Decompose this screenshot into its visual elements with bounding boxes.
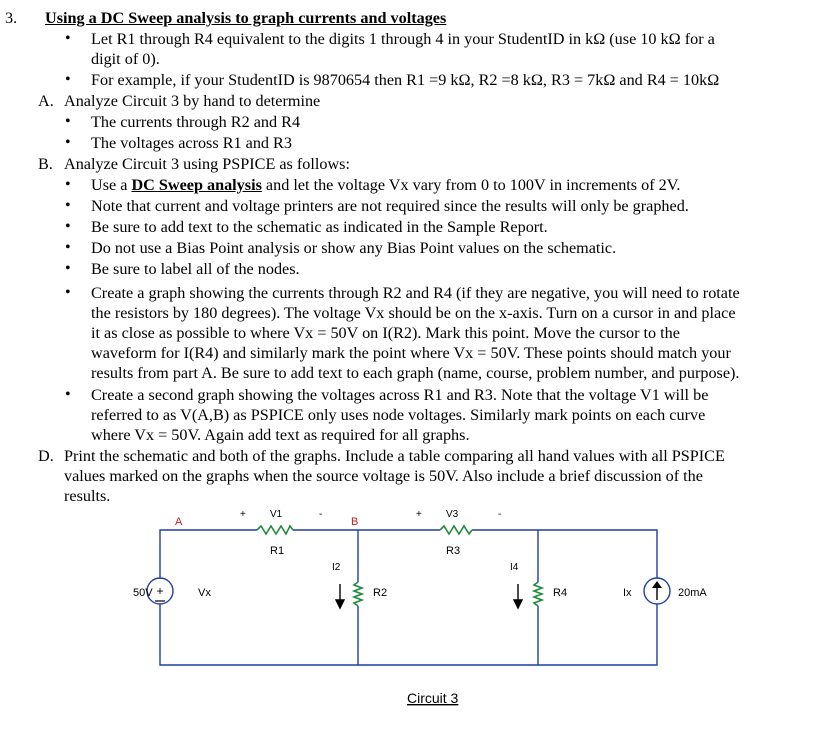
i2-arrow-head bbox=[336, 600, 344, 608]
graph2-line: where Vx = 50V. Again add text as required for all graphs. bbox=[91, 426, 470, 444]
bullet-dot: • bbox=[65, 260, 71, 277]
section-b-bullet-1: Use a DC Sweep analysis and let the voltage Vx vary from 0 to 100V in increments of 2V. bbox=[91, 176, 681, 194]
r1-resistor bbox=[257, 526, 293, 534]
bullet-dot: • bbox=[65, 176, 71, 193]
bullet-dot: • bbox=[65, 113, 71, 130]
dc-sweep-term: DC Sweep analysis bbox=[131, 176, 262, 194]
node-a-label: A bbox=[175, 516, 183, 528]
node-b-label: B bbox=[351, 516, 359, 528]
graph1-line: the resistors by 180 degrees). The voltage Vx should be on the x-axis. Turn on a cursor in and place bbox=[91, 304, 736, 322]
source-plus-sign: + bbox=[156, 584, 164, 598]
section-a-bullet-2: The voltages across R1 and R3 bbox=[91, 134, 292, 152]
bullet-dot: • bbox=[65, 134, 71, 151]
intro-bullet-2: For example, if your StudentID is 9870654 then R1 =9 kΩ, R2 =8 kΩ, R3 = 7kΩ and R4 = 10kΩ bbox=[91, 71, 720, 89]
i2-label: I2 bbox=[332, 562, 341, 573]
v3-label: V3 bbox=[446, 509, 459, 520]
graph2-line: referred to as V(A,B) as PSPICE only uses node voltages. Similarly mark points on each curve bbox=[91, 406, 706, 424]
problem-number: 3. bbox=[5, 9, 18, 27]
section-d-line: Print the schematic and both of the graphs. Include a table comparing all hand values with all PSPICE bbox=[64, 447, 725, 465]
graph1-line: results from part A. Be sure to add text to each graph (name, course, problem number, and purpose). bbox=[91, 364, 740, 382]
r3-resistor bbox=[440, 526, 472, 534]
section-d-line: results. bbox=[64, 487, 111, 505]
section-d-label: D. bbox=[38, 447, 54, 465]
section-a-bullet-1: The currents through R2 and R4 bbox=[91, 113, 301, 131]
section-b-bullet-3: Be sure to add text to the schematic as indicated in the Sample Report. bbox=[91, 218, 548, 236]
section-b-bullet-5: Be sure to label all of the nodes. bbox=[91, 260, 300, 278]
wire-top-right bbox=[472, 530, 657, 578]
r4-resistor bbox=[534, 582, 542, 606]
intro-bullet-1-cont: digit of 0). bbox=[91, 50, 160, 68]
v3-minus: - bbox=[498, 509, 502, 520]
v1-label: V1 bbox=[270, 509, 283, 520]
section-b-text: Analyze Circuit 3 using PSPICE as follows: bbox=[64, 155, 350, 173]
wire-top-left bbox=[160, 530, 257, 578]
section-d-line: values marked on the graphs when the source voltage is 50V. Also include a brief discussion of the bbox=[64, 467, 703, 485]
r2-label: R2 bbox=[373, 587, 388, 599]
current-source-value: 20mA bbox=[678, 587, 707, 599]
section-a-text: Analyze Circuit 3 by hand to determine bbox=[64, 92, 321, 110]
bullet-dot: • bbox=[65, 71, 71, 88]
wire-bottom bbox=[160, 604, 657, 665]
i4-arrow-head bbox=[514, 600, 522, 608]
bullet-dot: • bbox=[65, 218, 71, 235]
circuit-3-schematic bbox=[120, 500, 720, 710]
section-b-bullet-4: Do not use a Bias Point analysis or show any Bias Point values on the schematic. bbox=[91, 239, 617, 257]
intro-bullet-1: Let R1 through R4 equivalent to the digits 1 through 4 in your StudentID in kΩ (use 10 kΩ for a bbox=[91, 30, 715, 48]
current-source bbox=[644, 578, 670, 604]
bullet-dot: • bbox=[65, 284, 71, 301]
r1-label: R1 bbox=[270, 545, 285, 557]
v1-plus: + bbox=[240, 509, 246, 520]
ix-label: Ix bbox=[623, 587, 632, 599]
problem-title: Using a DC Sweep analysis to graph currents and voltages bbox=[45, 9, 447, 27]
graph1-line: waveform for I(R4) and similarly mark the point where Vx = 50V. These points should match your bbox=[91, 344, 731, 362]
v1-minus: - bbox=[319, 509, 323, 520]
section-b-bullet-2: Note that current and voltage printers are not required since the results will only be graphed. bbox=[91, 197, 689, 215]
bullet-dot: • bbox=[65, 239, 71, 256]
bullet-dot: • bbox=[65, 386, 71, 403]
section-b-label: B. bbox=[38, 155, 53, 173]
r3-label: R3 bbox=[446, 545, 461, 557]
circuit-caption: Circuit 3 bbox=[407, 690, 459, 706]
r2-resistor bbox=[354, 582, 362, 606]
bullet-dot: • bbox=[65, 197, 71, 214]
graph2-line: Create a second graph showing the voltages across R1 and R3. Note that the voltage V1 will be bbox=[91, 386, 709, 404]
source-value-label: 50V bbox=[133, 587, 153, 599]
i4-label: I4 bbox=[510, 562, 519, 573]
v3-plus: + bbox=[416, 509, 422, 520]
graph1-line: it as close as possible to where Vx = 50V on I(R2). Mark this point. Move the cursor to the bbox=[91, 324, 680, 342]
source-name-label: Vx bbox=[198, 587, 211, 599]
bullet-dot: • bbox=[65, 30, 71, 47]
r4-label: R4 bbox=[553, 587, 568, 599]
section-a-label: A. bbox=[38, 92, 54, 110]
graph1-line: Create a graph showing the currents through R2 and R4 (if they are negative, you will need to rotate bbox=[91, 284, 740, 302]
